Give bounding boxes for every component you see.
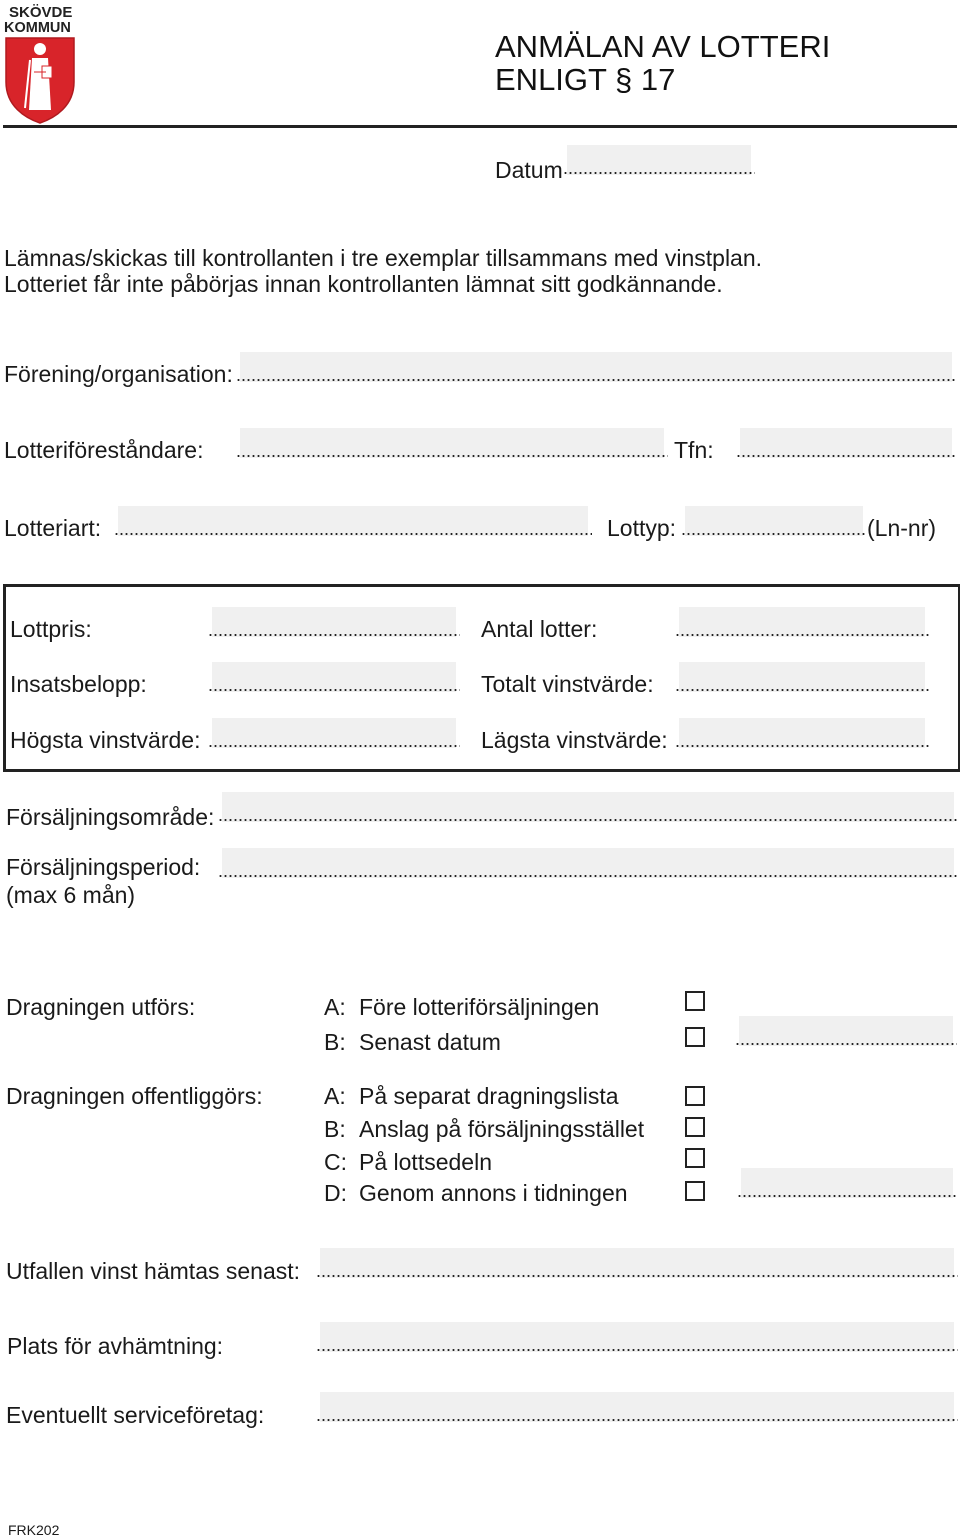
intro-line-2: Lotteriet får inte påbörjas innan kontrollanten lämnat sitt godkännande.: [4, 271, 723, 297]
title-line-2: ENLIGT § 17: [495, 62, 676, 97]
forestandare-field[interactable]: [236, 428, 668, 460]
publish-option-a-text: På separat dragningslista: [359, 1083, 619, 1109]
publish-option-a-key: A:: [324, 1083, 346, 1109]
lottpris-label: Lottpris:: [10, 616, 92, 642]
forsaljningsperiod-label: Försäljningsperiod:: [6, 854, 201, 880]
ln-nr-label: (Ln-nr): [867, 515, 937, 541]
publish-option-d-key: D:: [324, 1180, 347, 1206]
plats-for-avhamtning-label: Plats för avhämtning:: [7, 1333, 224, 1359]
page-title: [495, 30, 830, 96]
forsaljningsomrade-label: Försäljningsområde:: [6, 804, 215, 830]
lotteriart-field[interactable]: [114, 506, 592, 538]
title-line-1: ANMÄLAN AV LOTTERI: [495, 29, 831, 64]
publish-option-c-checkbox[interactable]: [685, 1148, 705, 1168]
tidning-field[interactable]: [737, 1168, 957, 1200]
insatsbelopp-field[interactable]: [208, 662, 460, 694]
forening-label: Förening/organisation:: [4, 361, 233, 387]
vinst-hamtas-senast-label: Utfallen vinst hämtas senast:: [6, 1258, 301, 1284]
antal-lotter-label: Antal lotter:: [481, 616, 598, 642]
dragning-utfors-label: Dragningen utförs:: [6, 994, 196, 1020]
publish-option-c-text: På lottsedeln: [359, 1149, 492, 1175]
intro-line-1: Lämnas/skickas till kontrollanten i tre exemplar tillsammans med vinstplan.: [4, 245, 763, 271]
forening-field[interactable]: [236, 352, 956, 384]
antal-lotter-field[interactable]: [675, 607, 929, 639]
logo-text-kommun: KOMMUN: [4, 20, 71, 36]
publish-option-c-key: C:: [324, 1149, 347, 1175]
forsaljningsperiod-note: (max 6 mån): [6, 882, 136, 908]
senast-datum-field[interactable]: [735, 1016, 957, 1048]
dragning-option-a-text: Före lotteriförsäljningen: [359, 994, 600, 1020]
date-field[interactable]: [563, 145, 755, 177]
serviceforetag-field[interactable]: [316, 1392, 958, 1424]
publish-option-d-text: Genom annons i tidningen: [359, 1180, 628, 1206]
serviceforetag-label: Eventuellt serviceföretag:: [6, 1402, 265, 1428]
lagsta-vinstvarde-field[interactable]: [675, 718, 929, 750]
lottyp-label: Lottyp:: [607, 515, 677, 541]
dragning-option-b-checkbox[interactable]: [685, 1027, 705, 1047]
forsaljningsperiod-field[interactable]: [218, 848, 958, 880]
dragning-option-b-key: B:: [324, 1029, 346, 1055]
plats-for-avhamtning-field[interactable]: [316, 1322, 958, 1354]
hogsta-vinstvarde-field[interactable]: [208, 718, 460, 750]
forestandare-label: Lotteriföreståndare:: [4, 437, 204, 463]
tfn-field[interactable]: [736, 428, 956, 460]
publish-option-b-text: Anslag på försäljningsstället: [359, 1116, 645, 1142]
publish-option-a-checkbox[interactable]: [685, 1086, 705, 1106]
date-label: Datum: [495, 157, 563, 183]
publish-option-b-checkbox[interactable]: [685, 1117, 705, 1137]
lotteriart-label: Lotteriart:: [4, 515, 102, 541]
tfn-label: Tfn:: [674, 437, 714, 463]
lottpris-field[interactable]: [208, 607, 460, 639]
header-divider: [3, 125, 957, 128]
publish-option-d-checkbox[interactable]: [685, 1181, 705, 1201]
dragning-option-a-key: A:: [324, 994, 346, 1020]
vinst-hamtas-senast-field[interactable]: [316, 1248, 958, 1280]
dragning-offentliggors-label: Dragningen offentliggörs:: [6, 1083, 263, 1109]
publish-option-b-key: B:: [324, 1116, 346, 1142]
totalt-vinstvarde-field[interactable]: [675, 662, 929, 694]
lagsta-vinstvarde-label: Lägsta vinstvärde:: [481, 727, 668, 753]
dragning-option-a-checkbox[interactable]: [685, 991, 705, 1011]
skovde-kommun-logo: [3, 2, 77, 124]
totalt-vinstvarde-label: Totalt vinstvärde:: [481, 671, 654, 697]
dragning-option-b-text: Senast datum: [359, 1029, 501, 1055]
hogsta-vinstvarde-label: Högsta vinstvärde:: [10, 727, 201, 753]
insatsbelopp-label: Insatsbelopp:: [10, 671, 147, 697]
form-code: FRK202: [8, 1522, 60, 1538]
forsaljningsomrade-field[interactable]: [218, 792, 958, 824]
lottyp-field[interactable]: [681, 506, 867, 538]
logo-text-skovde: SKÖVDE: [9, 4, 73, 21]
